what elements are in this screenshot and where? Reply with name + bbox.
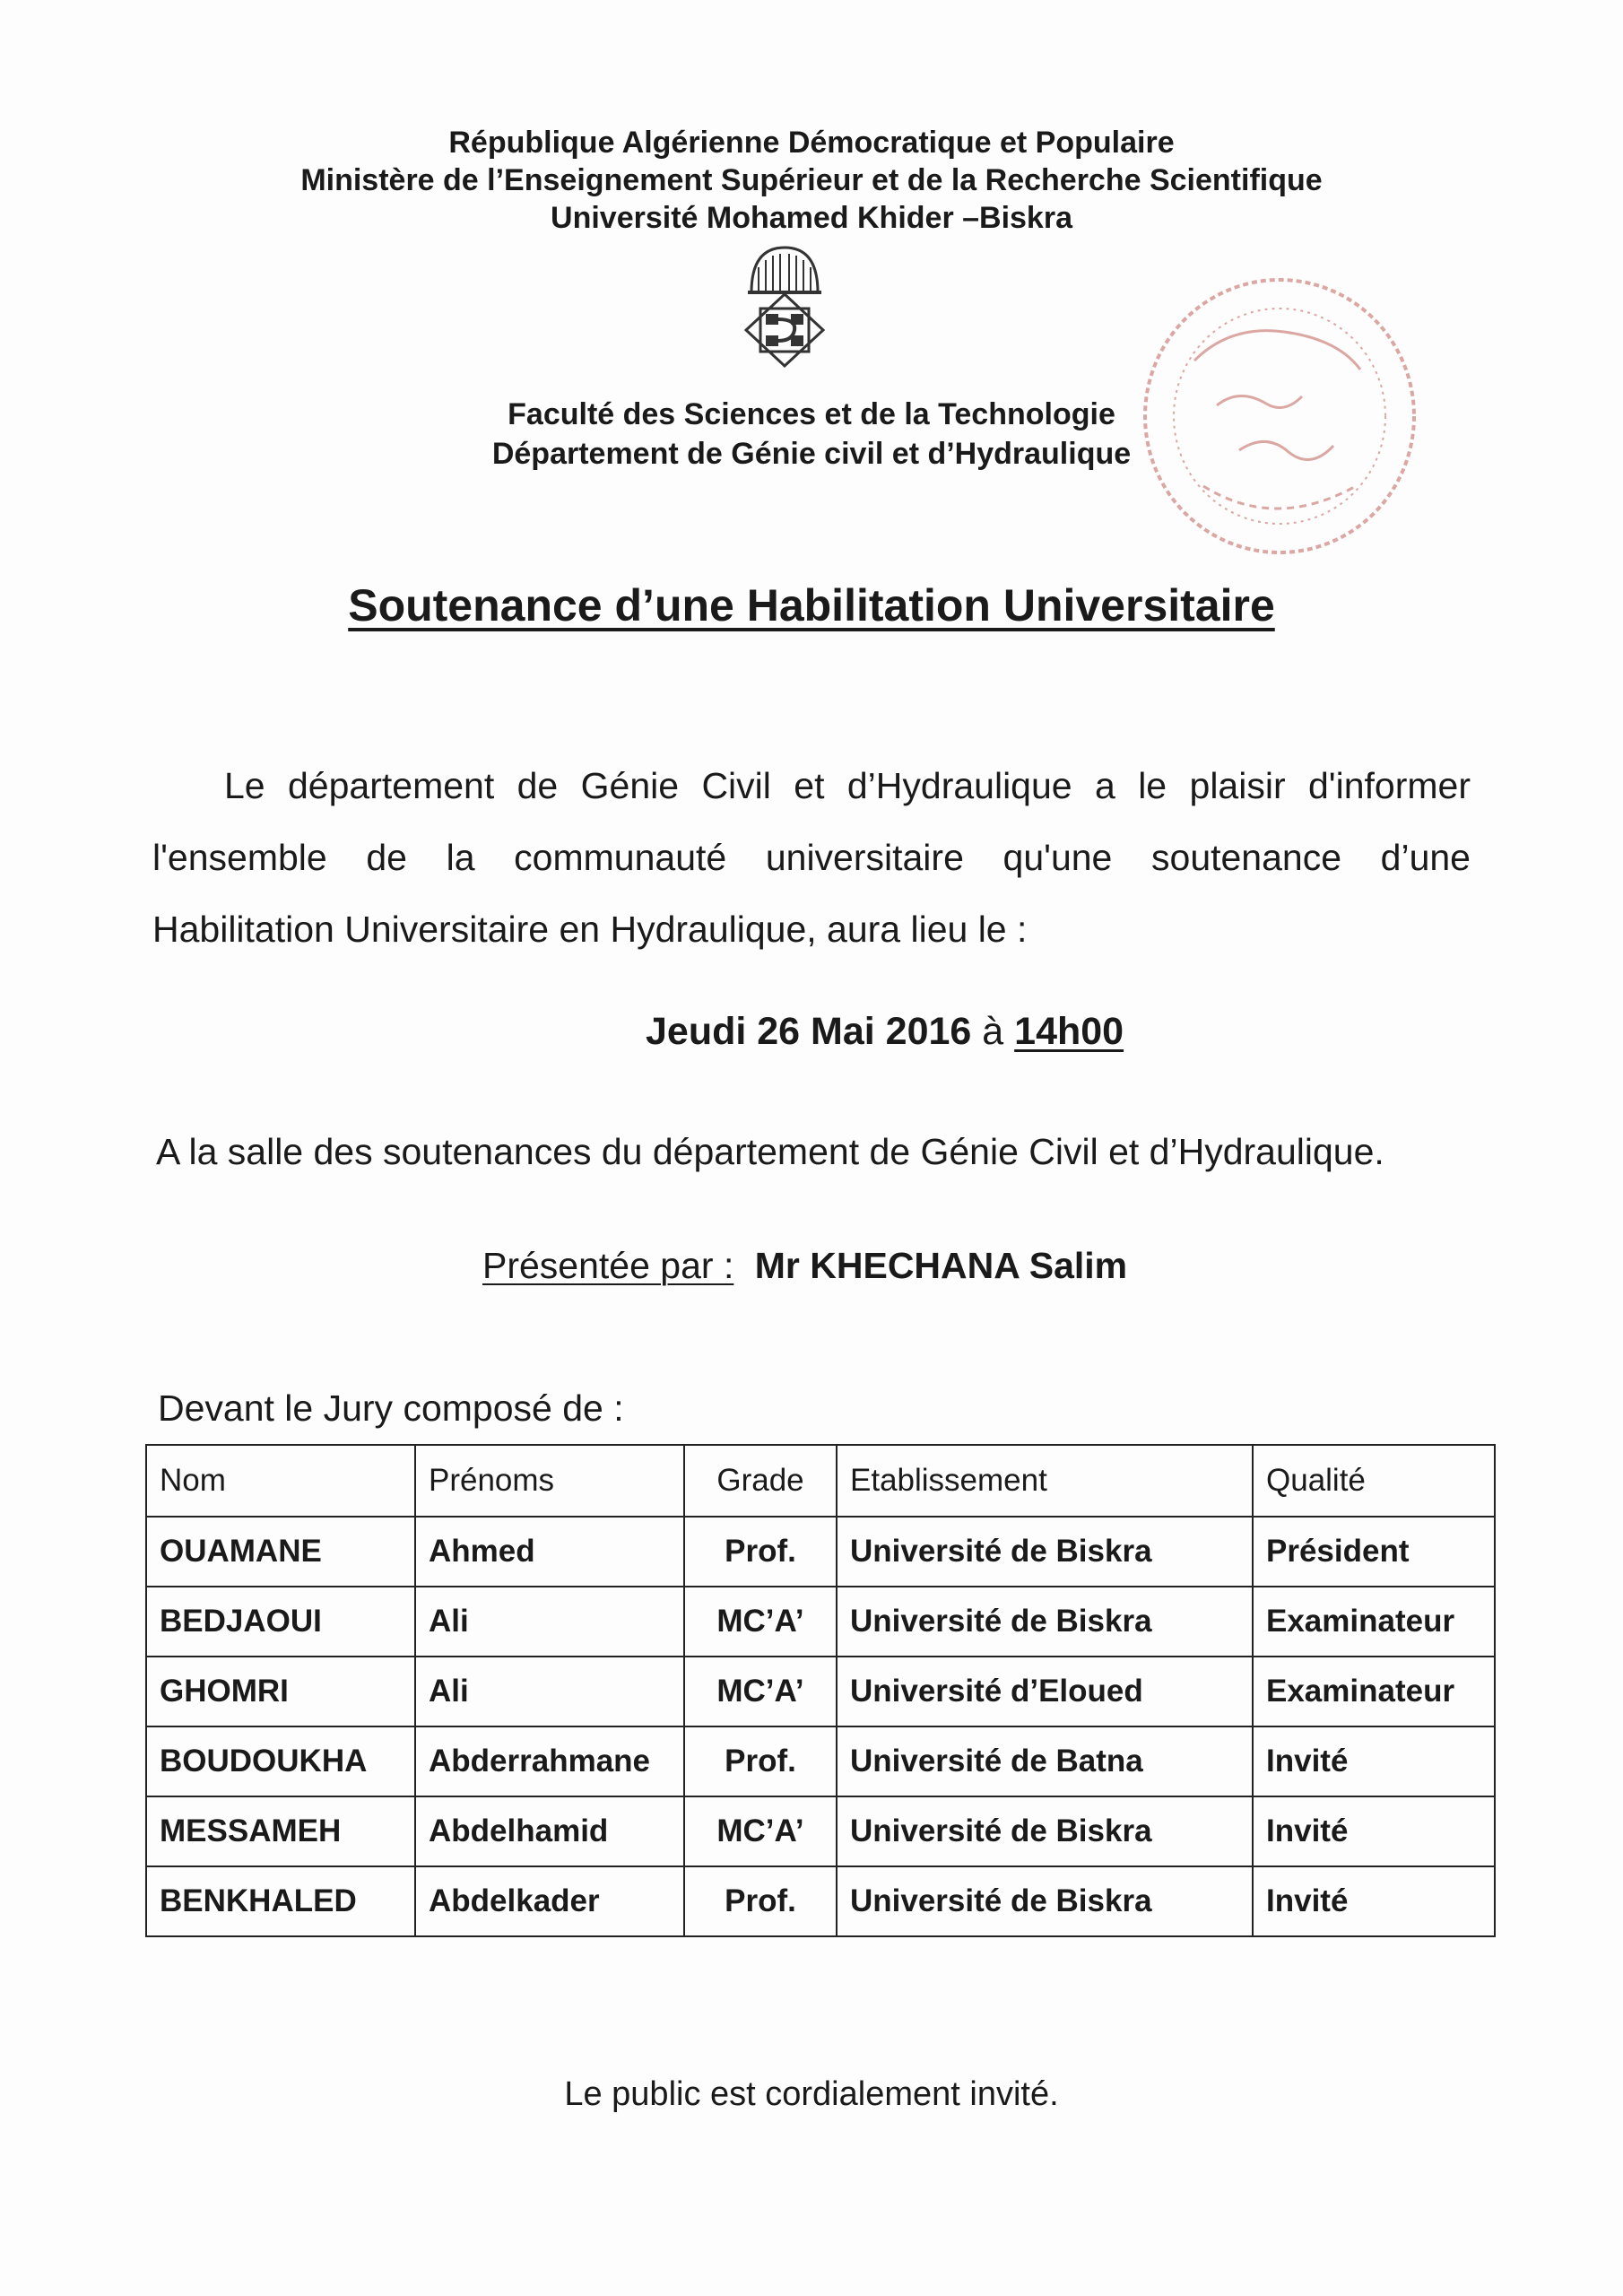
cell-qualite: Invité	[1253, 1796, 1495, 1866]
cell-nom: GHOMRI	[146, 1657, 415, 1726]
table-row	[146, 1866, 1495, 1936]
cell-grade: MC’A’	[684, 1796, 837, 1866]
header-prenoms: Prénoms	[415, 1445, 684, 1517]
department-name: Département de Génie civil et d’Hydraulique	[491, 437, 1132, 471]
table-row	[146, 1657, 1495, 1726]
cell-grade: MC’A’	[684, 1657, 837, 1726]
cell-grade: Prof.	[684, 1726, 837, 1796]
presented-by	[482, 1239, 1127, 1292]
closing-note: Le public est cordialement invité.	[564, 2075, 1059, 2113]
cell-etablissement: Université de Batna	[837, 1726, 1253, 1796]
cell-nom: BOUDOUKHA	[146, 1726, 415, 1796]
cell-prenom: Abdelkader	[415, 1866, 684, 1936]
cell-grade: Prof.	[684, 1866, 837, 1936]
cell-prenom: Abderrahmane	[415, 1726, 684, 1796]
jury-table	[145, 1444, 1496, 1937]
table-row	[146, 1796, 1495, 1866]
jury-header-row	[146, 1445, 1495, 1517]
cell-qualite: Invité	[1253, 1726, 1495, 1796]
cell-qualite: Président	[1253, 1517, 1495, 1587]
header-nom: Nom	[146, 1445, 415, 1517]
intro-line-3: Habilitation Universitaire en Hydraulique, aura lieu le :	[152, 909, 1028, 950]
cell-prenom: Ahmed	[415, 1517, 684, 1587]
jury-intro: Devant le Jury composé de :	[158, 1387, 624, 1429]
cell-prenom: Ali	[415, 1587, 684, 1657]
institution-header	[0, 124, 1623, 237]
date-day: Jeudi 26 Mai 2016	[646, 1010, 972, 1053]
intro-paragraph	[152, 750, 1471, 965]
cell-etablissement: Université de Biskra	[837, 1587, 1253, 1657]
cell-nom: BEDJAOUI	[146, 1587, 415, 1657]
cell-etablissement: Université de Biskra	[837, 1517, 1253, 1587]
cell-nom: OUAMANE	[146, 1517, 415, 1587]
defense-date	[646, 1004, 1124, 1058]
cell-etablissement: Université d’Eloued	[837, 1657, 1253, 1726]
cell-etablissement: Université de Biskra	[837, 1866, 1253, 1936]
header-qualite: Qualité	[1253, 1445, 1495, 1517]
cell-qualite: Invité	[1253, 1866, 1495, 1936]
candidate-name: Mr KHECHANA Salim	[754, 1245, 1128, 1286]
cell-etablissement: Université de Biskra	[837, 1796, 1253, 1866]
date-at: à	[982, 1010, 1004, 1053]
cell-nom: BENKHALED	[146, 1866, 415, 1936]
header-republic: République Algérienne Démocratique et Populaire	[448, 126, 1175, 160]
university-logo-icon	[742, 240, 827, 375]
cell-prenom: Ali	[415, 1657, 684, 1726]
cell-nom: MESSAMEH	[146, 1796, 415, 1866]
table-row	[146, 1587, 1495, 1657]
defense-place: A la salle des soutenances du département de Génie Civil et d’Hydraulique.	[156, 1131, 1384, 1172]
header-etablissement: Etablissement	[837, 1445, 1253, 1517]
table-row	[146, 1517, 1495, 1587]
table-row	[146, 1726, 1495, 1796]
intro-line-1: Le département de Génie Civil et d’Hydraulique a le plaisir d'informer	[224, 765, 1471, 806]
header-university: Université Mohamed Khider –Biskra	[551, 201, 1072, 235]
cell-grade: Prof.	[684, 1517, 837, 1587]
cell-prenom: Abdelhamid	[415, 1796, 684, 1866]
intro-line-2: l'ensemble de la communauté universitaire qu'une soutenance d’une	[152, 837, 1471, 878]
cell-grade: MC’A’	[684, 1587, 837, 1657]
date-time: 14h00	[1014, 1010, 1124, 1053]
cell-qualite: Examinateur	[1253, 1657, 1495, 1726]
page-title: Soutenance d’une Habilitation Universitaire	[348, 580, 1275, 631]
presented-label: Présentée par :	[482, 1245, 734, 1286]
faculty-name: Faculté des Sciences et de la Technologie	[508, 397, 1115, 431]
header-ministry: Ministère de l’Enseignement Supérieur et de la Recherche Scientifique	[300, 163, 1323, 197]
header-grade: Grade	[684, 1445, 837, 1517]
cell-qualite: Examinateur	[1253, 1587, 1495, 1657]
official-stamp-icon	[1132, 262, 1428, 567]
